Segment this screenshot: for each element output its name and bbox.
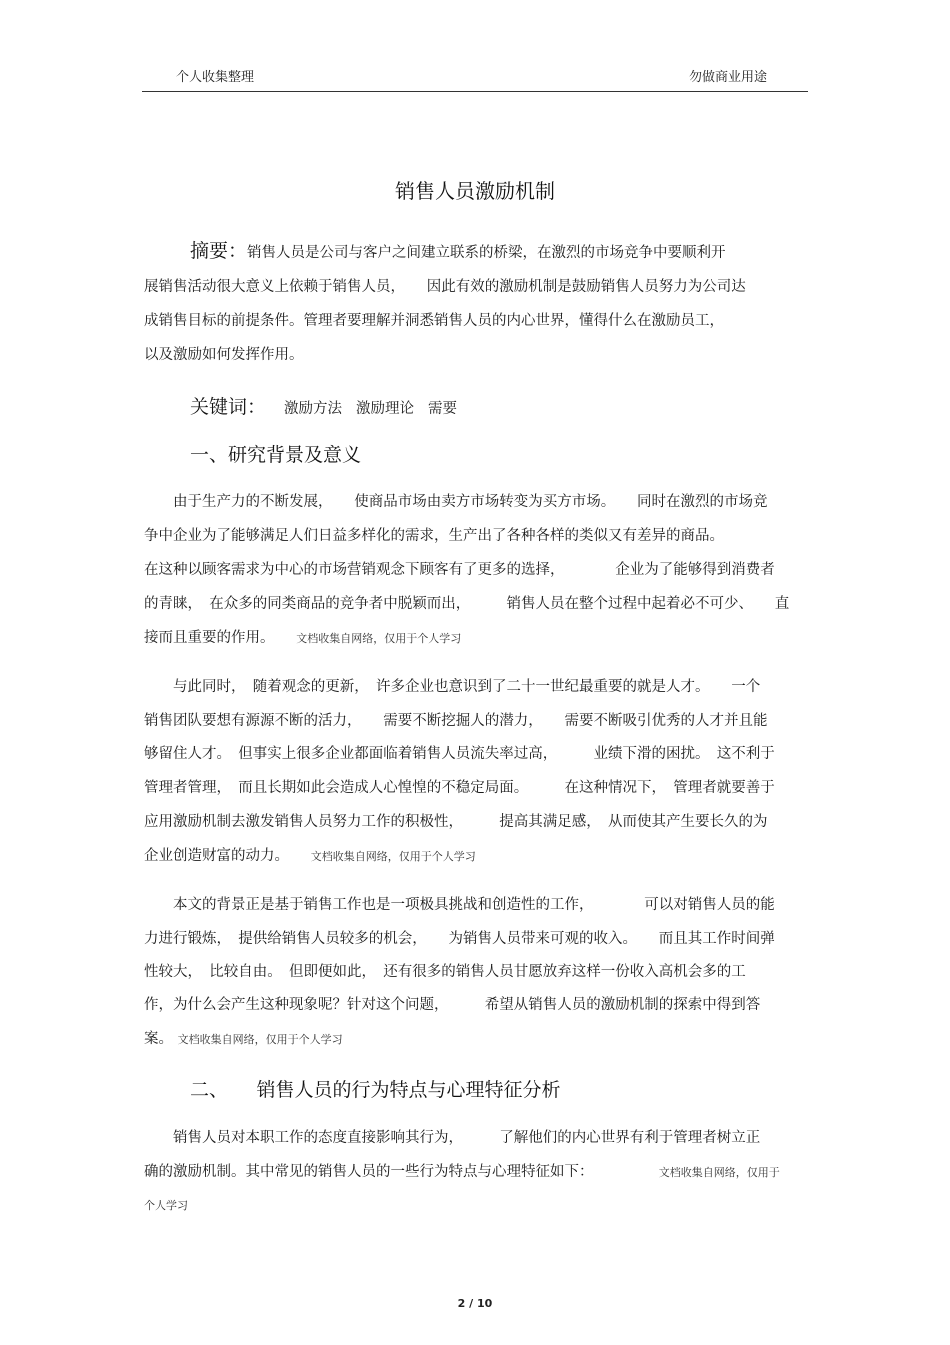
abstract-text-1: 销售人员是公司与客户之间建立联系的桥梁，在激烈的市场竞争中要顺利开 <box>247 245 726 261</box>
s1-p2-text-6: 企业创造财富的动力。 <box>144 848 282 864</box>
s1-p1-line-5 <box>144 628 461 649</box>
source-note-continued: 个人学习 <box>144 1199 188 1212</box>
keyword-item: 需要 <box>428 401 458 417</box>
s1-p2-line-3: 够留住人才。 但事实上很多企业都面临着销售人员流失率过高， 业绩下滑的困扰。 这不利于 <box>144 746 775 762</box>
s1-p3-line-1: 本文的背景正是基于销售工作也是一项极具挑战和创造性的工作， 可以对销售人员的能 <box>144 897 775 913</box>
section-1-heading: 一、研究背景及意义 <box>190 444 362 466</box>
s1-p3-line-3: 性较大， 比较自由。 但即便如此， 还有很多的销售人员甘愿放弃这样一份收入高机会多的工 <box>144 964 746 980</box>
s1-p2-line-1: 与此同时， 随着观念的更新， 许多企业也意识到了二十一世纪最重要的就是人才。 一个 <box>144 679 761 695</box>
s2-p1-line-1: 销售人员对本职工作的态度直接影响其行为， 了解他们的内心世界有利于管理者树立正 <box>144 1130 761 1146</box>
source-note: 文档收集自网络，仅用于个人学习 <box>310 850 476 863</box>
source-note: 文档收集自网络，仅用于 <box>658 1166 780 1179</box>
s1-p1-line-2: 争中企业为了能够满足人们日益多样化的需求，生产出了各种各样的类似又有差异的商品。 <box>144 528 724 544</box>
s1-p2-line-5: 应用激励机制去激发销售人员努力工作的积极性， 提高其满足感， 从而使其产生要长久的为 <box>144 814 768 830</box>
s2-p1-line-2 <box>144 1162 780 1183</box>
s1-p1-line-3: 在这种以顾客需求为中心的市场营销观念下顾客有了更多的选择， 企业为了能够得到消费者 <box>144 562 775 578</box>
s2-p1-text-2: 确的激励机制。其中常见的销售人员的一些行为特点与心理特征如下： <box>144 1164 587 1180</box>
keyword-item: 激励方法 <box>284 401 343 417</box>
s1-p3-line-2: 力进行锻炼， 提供给销售人员较多的机会， 为销售人员带来可观的收入。 而且其工作时间弹 <box>144 931 775 947</box>
s1-p1-text-5: 接而且重要的作用。 <box>144 630 268 646</box>
keywords-label: 关键词： <box>190 396 267 418</box>
abstract-label: 摘要： <box>190 240 248 262</box>
s1-p3-line-5 <box>144 1029 343 1050</box>
document-title: 销售人员激励机制 <box>395 179 555 203</box>
abstract-line-1 <box>190 241 726 263</box>
s1-p2-line-4: 管理者管理， 而且长期如此会造成人心惶惶的不稳定局面。 在这种情况下， 管理者就要善于 <box>144 780 775 796</box>
s1-p1-line-4: 的青睐， 在众多的同类商品的竞争者中脱颖而出， 销售人员在整个过程中起着必不可少、 直 <box>144 596 790 612</box>
header-divider <box>142 91 808 92</box>
page-number: 2 / 10 <box>457 1297 493 1310</box>
s1-p3-line-4: 作，为什么会产生这种现象呢？针对这个问题， 希望从销售人员的激励机制的探索中得到答 <box>144 997 761 1013</box>
s1-p2-line-6 <box>144 846 476 867</box>
header-right-text: 勿做商业用途 <box>689 70 768 85</box>
abstract-line-3: 成销售目标的前提条件。管理者要理解并洞悉销售人员的内心世界，懂得什么在激励员工， <box>144 313 724 329</box>
s1-p2-line-2: 销售团队要想有源源不断的活力， 需要不断挖掘人的潜力， 需要不断吸引优秀的人才并且能 <box>144 713 768 729</box>
s1-p1-line-1: 由于生产力的不断发展， 使商品市场由卖方市场转变为买方市场。 同时在激烈的市场竞 <box>144 494 768 510</box>
keyword-item: 激励理论 <box>356 401 415 417</box>
s1-p3-text-5: 案。 <box>144 1031 173 1047</box>
section-2-heading: 二、 销售人员的行为特点与心理特征分析 <box>190 1079 561 1101</box>
source-note: 文档收集自网络，仅用于个人学习 <box>296 632 462 645</box>
header-left-text: 个人收集整理 <box>176 70 255 85</box>
keywords-line <box>190 392 471 419</box>
abstract-line-4: 以及激励如何发挥作用。 <box>144 347 304 363</box>
source-note: 文档收集自网络，仅用于个人学习 <box>177 1033 343 1046</box>
abstract-line-2: 展销售活动很大意义上依赖于销售人员， 因此有效的激励机制是鼓励销售人员努力为公司达 <box>144 279 746 295</box>
